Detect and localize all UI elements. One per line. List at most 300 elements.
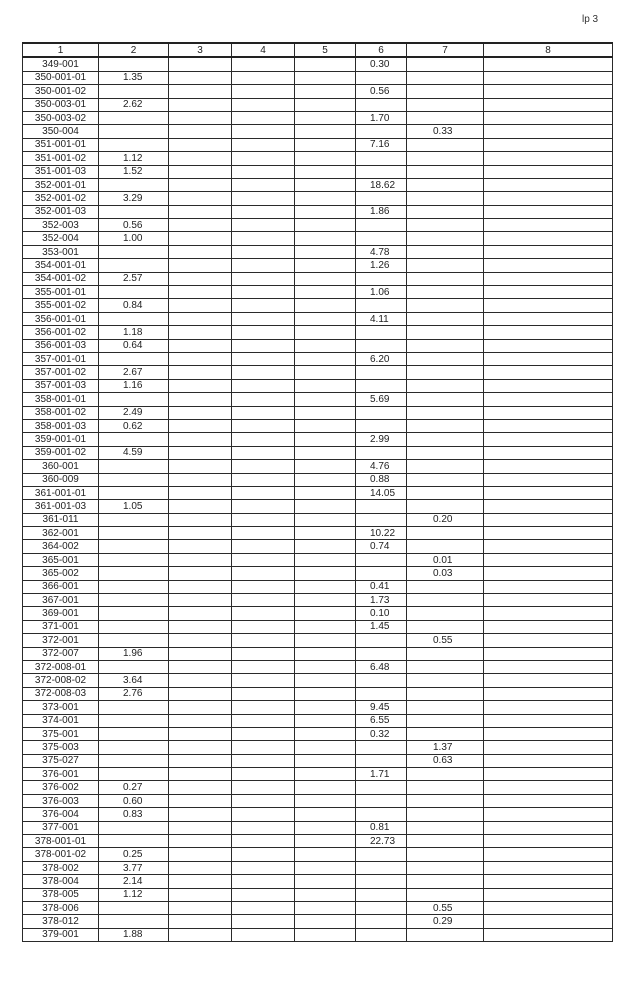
- table-cell: [99, 393, 169, 406]
- table-cell: [356, 272, 407, 285]
- table-cell: [356, 861, 407, 874]
- table-cell: [407, 660, 484, 673]
- table-cell: [356, 754, 407, 767]
- table-cell: [295, 821, 356, 834]
- table-cell: [295, 98, 356, 111]
- table-cell: [295, 553, 356, 566]
- table-cell: 0.25: [99, 848, 169, 861]
- table-cell: [99, 527, 169, 540]
- table-cell: [232, 165, 295, 178]
- table-cell: [295, 915, 356, 928]
- table-cell: 2.49: [99, 406, 169, 419]
- table-row: [23, 152, 613, 165]
- table-cell: [295, 272, 356, 285]
- table-cell: [407, 607, 484, 620]
- table-cell: [295, 125, 356, 138]
- table-cell: [407, 594, 484, 607]
- table-cell: [356, 500, 407, 513]
- row-code-cell: 361-001-01: [23, 486, 99, 499]
- table-cell: [232, 192, 295, 205]
- table-row: [23, 580, 613, 593]
- table-cell: 2.14: [99, 875, 169, 888]
- table-cell: [232, 219, 295, 232]
- table-cell: [356, 781, 407, 794]
- row-code-cell: 365-002: [23, 567, 99, 580]
- table-cell: [169, 326, 232, 339]
- row-code-cell: 352-001-02: [23, 192, 99, 205]
- table-cell: [484, 219, 613, 232]
- table-cell: [232, 902, 295, 915]
- table-row: [23, 660, 613, 673]
- table-cell: [407, 393, 484, 406]
- table-cell: [232, 379, 295, 392]
- table-cell: [232, 71, 295, 84]
- row-code-cell: 361-011: [23, 513, 99, 526]
- table-cell: 5.69: [356, 393, 407, 406]
- table-row: [23, 178, 613, 191]
- table-cell: 1.05: [99, 500, 169, 513]
- row-code-cell: 376-003: [23, 794, 99, 807]
- table-row: [23, 513, 613, 526]
- table-cell: [484, 594, 613, 607]
- column-header: 5: [295, 43, 356, 57]
- table-cell: [484, 808, 613, 821]
- table-cell: [407, 620, 484, 633]
- table-cell: 1.73: [356, 594, 407, 607]
- table-row: [23, 272, 613, 285]
- table-cell: [232, 888, 295, 901]
- table-cell: [232, 138, 295, 151]
- table-cell: [99, 553, 169, 566]
- table-cell: [356, 152, 407, 165]
- table-cell: [99, 85, 169, 98]
- table-cell: [232, 915, 295, 928]
- table-cell: [407, 701, 484, 714]
- table-cell: [407, 57, 484, 71]
- table-cell: [169, 419, 232, 432]
- table-cell: [295, 339, 356, 352]
- table-cell: [232, 714, 295, 727]
- table-cell: [99, 567, 169, 580]
- table-cell: [232, 152, 295, 165]
- table-cell: [295, 312, 356, 325]
- table-cell: [356, 741, 407, 754]
- table-cell: [356, 299, 407, 312]
- table-cell: 1.18: [99, 326, 169, 339]
- table-cell: [407, 352, 484, 365]
- table-cell: [232, 768, 295, 781]
- table-cell: 0.32: [356, 727, 407, 740]
- table-cell: [169, 794, 232, 807]
- row-code-cell: 350-001-01: [23, 71, 99, 84]
- table-cell: [232, 460, 295, 473]
- table-cell: [295, 808, 356, 821]
- table-row: [23, 326, 613, 339]
- table-cell: [232, 928, 295, 941]
- table-cell: [232, 754, 295, 767]
- table-cell: [484, 620, 613, 633]
- table-cell: 0.88: [356, 473, 407, 486]
- table-cell: [232, 446, 295, 459]
- row-code-cell: 375-001: [23, 727, 99, 740]
- table-cell: [169, 406, 232, 419]
- table-cell: [169, 379, 232, 392]
- table-cell: [169, 580, 232, 593]
- column-header: 3: [169, 43, 232, 57]
- table-cell: [356, 406, 407, 419]
- table-cell: [484, 433, 613, 446]
- table-cell: [356, 674, 407, 687]
- table-cell: 0.56: [356, 85, 407, 98]
- table-cell: [99, 540, 169, 553]
- table-cell: [295, 138, 356, 151]
- table-cell: [232, 312, 295, 325]
- table-cell: 0.55: [407, 902, 484, 915]
- table-cell: [295, 111, 356, 124]
- page-number: lp 3: [582, 14, 599, 25]
- table-cell: [484, 393, 613, 406]
- table-cell: [484, 674, 613, 687]
- table-cell: [407, 781, 484, 794]
- table-cell: [407, 192, 484, 205]
- table-cell: [99, 821, 169, 834]
- table-cell: [169, 71, 232, 84]
- table-cell: [169, 915, 232, 928]
- table-row: [23, 687, 613, 700]
- table-cell: [407, 339, 484, 352]
- row-code-cell: 352-001-03: [23, 205, 99, 218]
- table-cell: [169, 286, 232, 299]
- table-cell: [169, 245, 232, 258]
- row-code-cell: 378-002: [23, 861, 99, 874]
- row-code-cell: 350-001-02: [23, 85, 99, 98]
- table-cell: [295, 768, 356, 781]
- table-cell: [295, 875, 356, 888]
- table-cell: [99, 620, 169, 633]
- table-cell: [232, 339, 295, 352]
- table-cell: [356, 875, 407, 888]
- table-cell: [295, 848, 356, 861]
- table-row: [23, 433, 613, 446]
- table-cell: [169, 366, 232, 379]
- table-cell: 1.35: [99, 71, 169, 84]
- table-cell: [295, 781, 356, 794]
- table-cell: [99, 594, 169, 607]
- table-cell: 18.62: [356, 178, 407, 191]
- table-cell: [99, 486, 169, 499]
- table-cell: [356, 553, 407, 566]
- table-cell: [484, 165, 613, 178]
- table-cell: [407, 861, 484, 874]
- table-row: [23, 165, 613, 178]
- table-cell: 0.83: [99, 808, 169, 821]
- table-cell: [99, 768, 169, 781]
- row-code-cell: 375-027: [23, 754, 99, 767]
- table-cell: [356, 192, 407, 205]
- table-cell: [295, 674, 356, 687]
- table-cell: [295, 406, 356, 419]
- table-cell: [232, 326, 295, 339]
- table-cell: [169, 727, 232, 740]
- table-row: [23, 352, 613, 365]
- row-code-cell: 367-001: [23, 594, 99, 607]
- table-cell: [356, 915, 407, 928]
- table-cell: 1.37: [407, 741, 484, 754]
- table-cell: [99, 727, 169, 740]
- table-cell: [295, 620, 356, 633]
- table-cell: [484, 71, 613, 84]
- row-code-cell: 352-004: [23, 232, 99, 245]
- table-cell: [356, 446, 407, 459]
- row-code-cell: 372-008-03: [23, 687, 99, 700]
- table-row: [23, 205, 613, 218]
- table-cell: [169, 192, 232, 205]
- table-row: [23, 406, 613, 419]
- row-code-cell: 350-003-02: [23, 111, 99, 124]
- table-cell: [407, 460, 484, 473]
- table-cell: [232, 741, 295, 754]
- table-cell: [169, 98, 232, 111]
- table-cell: [99, 754, 169, 767]
- table-cell: [99, 714, 169, 727]
- table-cell: [356, 567, 407, 580]
- table-cell: 0.10: [356, 607, 407, 620]
- table-cell: [169, 272, 232, 285]
- table-cell: [99, 178, 169, 191]
- table-cell: [356, 808, 407, 821]
- table-cell: [407, 821, 484, 834]
- table-cell: [356, 928, 407, 941]
- table-cell: [484, 928, 613, 941]
- table-cell: [169, 299, 232, 312]
- table-cell: [356, 647, 407, 660]
- table-cell: 1.12: [99, 888, 169, 901]
- table-cell: [295, 580, 356, 593]
- table-row: [23, 85, 613, 98]
- table-cell: [356, 634, 407, 647]
- table-cell: [484, 312, 613, 325]
- table-cell: [169, 861, 232, 874]
- table-cell: [169, 111, 232, 124]
- table-cell: 1.96: [99, 647, 169, 660]
- table-cell: 1.70: [356, 111, 407, 124]
- table-cell: [407, 205, 484, 218]
- table-cell: 3.29: [99, 192, 169, 205]
- table-cell: [407, 111, 484, 124]
- row-code-cell: 355-001-01: [23, 286, 99, 299]
- row-code-cell: 359-001-02: [23, 446, 99, 459]
- row-code-cell: 353-001: [23, 245, 99, 258]
- row-code-cell: 357-001-02: [23, 366, 99, 379]
- table-cell: [295, 540, 356, 553]
- table-cell: [407, 500, 484, 513]
- table-cell: 0.01: [407, 553, 484, 566]
- table-cell: [484, 85, 613, 98]
- table-row: [23, 741, 613, 754]
- table-row: [23, 286, 613, 299]
- table-cell: [484, 513, 613, 526]
- table-cell: [232, 527, 295, 540]
- table-cell: 0.30: [356, 57, 407, 71]
- table-cell: 1.88: [99, 928, 169, 941]
- table-cell: [99, 259, 169, 272]
- table-cell: 22.73: [356, 835, 407, 848]
- table-cell: [484, 500, 613, 513]
- table-cell: [407, 272, 484, 285]
- table-cell: [484, 406, 613, 419]
- table-cell: [232, 57, 295, 71]
- row-code-cell: 378-006: [23, 902, 99, 915]
- table-cell: [407, 433, 484, 446]
- row-code-cell: 379-001: [23, 928, 99, 941]
- table-cell: [484, 98, 613, 111]
- table-cell: [484, 634, 613, 647]
- table-cell: [484, 192, 613, 205]
- table-cell: [484, 111, 613, 124]
- table-row: [23, 339, 613, 352]
- table-cell: [169, 835, 232, 848]
- table-cell: [232, 861, 295, 874]
- table-cell: [407, 674, 484, 687]
- table-cell: [484, 714, 613, 727]
- table-cell: [484, 57, 613, 71]
- table-cell: [99, 634, 169, 647]
- table-cell: [169, 393, 232, 406]
- table-cell: [169, 540, 232, 553]
- row-code-cell: 352-003: [23, 219, 99, 232]
- row-code-cell: 376-004: [23, 808, 99, 821]
- table-row: [23, 620, 613, 633]
- data-table: [22, 42, 613, 942]
- table-cell: [295, 567, 356, 580]
- table-cell: [484, 379, 613, 392]
- table-body: [23, 43, 613, 942]
- table-cell: [232, 647, 295, 660]
- table-cell: [407, 473, 484, 486]
- table-row: [23, 902, 613, 915]
- row-code-cell: 357-001-03: [23, 379, 99, 392]
- table-cell: 7.16: [356, 138, 407, 151]
- table-cell: [407, 446, 484, 459]
- table-cell: [169, 232, 232, 245]
- table-cell: [484, 701, 613, 714]
- table-row: [23, 875, 613, 888]
- table-row: [23, 540, 613, 553]
- table-cell: [484, 152, 613, 165]
- table-cell: [232, 687, 295, 700]
- table-cell: [295, 286, 356, 299]
- table-row: [23, 821, 613, 834]
- table-cell: [232, 835, 295, 848]
- table-cell: [232, 660, 295, 673]
- row-code-cell: 355-001-02: [23, 299, 99, 312]
- table-cell: [356, 379, 407, 392]
- table-cell: [232, 473, 295, 486]
- table-cell: [169, 152, 232, 165]
- table-cell: [484, 232, 613, 245]
- table-cell: 9.45: [356, 701, 407, 714]
- table-cell: [169, 888, 232, 901]
- table-cell: 0.41: [356, 580, 407, 593]
- table-cell: [407, 848, 484, 861]
- table-cell: [407, 312, 484, 325]
- table-cell: [169, 446, 232, 459]
- table-row: [23, 808, 613, 821]
- row-code-cell: 356-001-03: [23, 339, 99, 352]
- table-cell: [99, 286, 169, 299]
- table-cell: [295, 741, 356, 754]
- table-cell: [99, 835, 169, 848]
- row-code-cell: 358-001-03: [23, 419, 99, 432]
- table-cell: 3.77: [99, 861, 169, 874]
- table-cell: [232, 85, 295, 98]
- table-row: [23, 379, 613, 392]
- table-cell: [356, 165, 407, 178]
- table-cell: [484, 875, 613, 888]
- table-cell: [232, 98, 295, 111]
- table-row: [23, 98, 613, 111]
- table-cell: [295, 513, 356, 526]
- table-cell: 2.76: [99, 687, 169, 700]
- table-cell: [232, 393, 295, 406]
- table-header-row: [23, 43, 613, 57]
- table-cell: [169, 178, 232, 191]
- table-cell: [484, 205, 613, 218]
- table-cell: [484, 272, 613, 285]
- table-cell: [232, 178, 295, 191]
- table-cell: [232, 821, 295, 834]
- table-cell: [99, 460, 169, 473]
- table-row: [23, 768, 613, 781]
- row-code-cell: 358-001-02: [23, 406, 99, 419]
- table-cell: [407, 245, 484, 258]
- table-cell: [232, 486, 295, 499]
- table-cell: [99, 701, 169, 714]
- table-cell: [407, 647, 484, 660]
- table-cell: [356, 794, 407, 807]
- row-code-cell: 351-001-02: [23, 152, 99, 165]
- table-row: [23, 192, 613, 205]
- table-cell: [484, 527, 613, 540]
- table-row: [23, 781, 613, 794]
- table-cell: [484, 326, 613, 339]
- table-cell: [407, 527, 484, 540]
- table-row: [23, 486, 613, 499]
- table-cell: [484, 888, 613, 901]
- table-cell: [232, 781, 295, 794]
- table-cell: [99, 125, 169, 138]
- table-cell: [232, 727, 295, 740]
- table-cell: 0.55: [407, 634, 484, 647]
- table-cell: [356, 902, 407, 915]
- table-cell: [232, 232, 295, 245]
- row-code-cell: 359-001-01: [23, 433, 99, 446]
- column-header: 2: [99, 43, 169, 57]
- row-code-cell: 376-001: [23, 768, 99, 781]
- table-cell: [232, 620, 295, 633]
- table-cell: [295, 366, 356, 379]
- table-row: [23, 312, 613, 325]
- table-cell: 6.20: [356, 352, 407, 365]
- table-cell: [356, 888, 407, 901]
- table-cell: [295, 647, 356, 660]
- table-cell: [232, 674, 295, 687]
- table-row: [23, 473, 613, 486]
- table-cell: [232, 808, 295, 821]
- table-cell: 0.63: [407, 754, 484, 767]
- table-cell: [295, 888, 356, 901]
- table-cell: [484, 660, 613, 673]
